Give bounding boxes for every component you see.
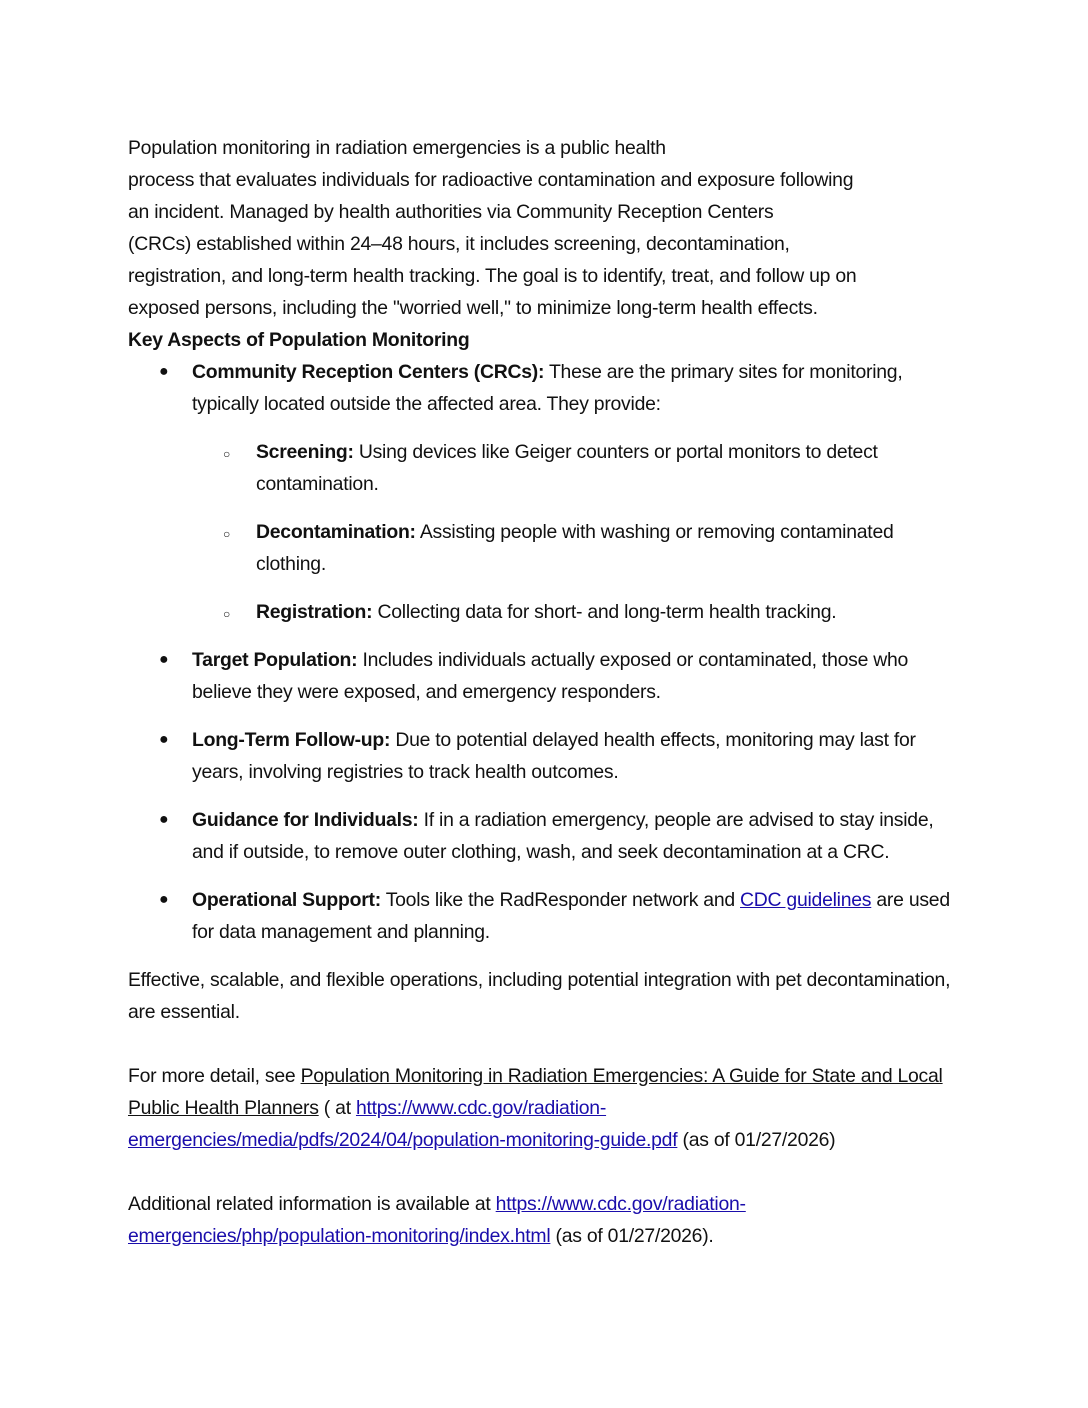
bullet-icon: ● bbox=[159, 811, 169, 828]
additional-info-paragraph bbox=[128, 1188, 968, 1252]
item-text: Using devices like Geiger counters or portal monitors to detect contamination. bbox=[256, 441, 878, 495]
section-heading: Key Aspects of Population Monitoring bbox=[128, 329, 470, 351]
item-text: Due to potential delayed health effects, monitoring may last for years, involving registries to track health outcomes. bbox=[192, 729, 916, 783]
more-detail-suffix: (as of 01/27/2026) bbox=[677, 1129, 836, 1151]
circle-bullet-icon: ○ bbox=[223, 447, 230, 461]
more-detail-prefix: For more detail, see bbox=[128, 1065, 301, 1087]
additional-prefix: Additional related information is available at bbox=[128, 1193, 496, 1215]
sub-list-item bbox=[192, 516, 968, 580]
item-text: Assisting people with washing or removing contaminated clothing. bbox=[256, 521, 894, 575]
guide-pdf-link[interactable]: https://www.cdc.gov/radiation-emergencies/media/pdfs/2024/04/population-monitoring-guide.pdf bbox=[128, 1097, 678, 1151]
population-monitoring-page-link[interactable]: https://www.cdc.gov/radiation-emergencies/php/population-monitoring/index.html bbox=[128, 1193, 746, 1247]
additional-suffix: (as of 01/27/2026). bbox=[550, 1225, 714, 1247]
more-detail-mid: ( at bbox=[318, 1097, 356, 1119]
circle-bullet-icon: ○ bbox=[223, 527, 230, 541]
bullet-icon: ● bbox=[159, 731, 169, 748]
intro-line: Population monitoring in radiation emergencies is a public health bbox=[128, 137, 666, 159]
bullet-icon: ● bbox=[159, 651, 169, 668]
item-text: Includes individuals actually exposed or contaminated, those who believe they were exposed, and emergency responders. bbox=[192, 649, 909, 703]
item-label: Community Reception Centers (CRCs): bbox=[192, 361, 545, 383]
item-label: Long-Term Follow-up: bbox=[192, 729, 391, 751]
key-aspects-list bbox=[128, 356, 968, 948]
list-item bbox=[128, 356, 968, 628]
list-item bbox=[128, 724, 968, 788]
item-text: Collecting data for short- and long-term health tracking. bbox=[372, 601, 837, 623]
more-detail-paragraph bbox=[128, 1060, 968, 1156]
cdc-guidelines-link[interactable]: CDC guidelines bbox=[740, 889, 872, 911]
item-label: Screening: bbox=[256, 441, 354, 463]
item-text: If in a radiation emergency, people are advised to stay inside, and if outside, to remove outer clothing, wash, and seek decontamination at a CRC. bbox=[192, 809, 934, 863]
item-text: These are the primary sites for monitoring, typically located outside the affected area. They provide: bbox=[192, 361, 903, 415]
item-label: Guidance for Individuals: bbox=[192, 809, 419, 831]
intro-line: registration, and long-term health tracking. The goal is to identify, treat, and follow up on bbox=[128, 265, 857, 287]
document-page bbox=[128, 132, 968, 1252]
intro-line: an incident. Managed by health authorities via Community Reception Centers bbox=[128, 201, 774, 223]
intro-line: (CRCs) established within 24–48 hours, it includes screening, decontamination, bbox=[128, 233, 790, 255]
sub-list-item bbox=[192, 596, 968, 628]
item-label: Target Population: bbox=[192, 649, 358, 671]
list-item bbox=[128, 644, 968, 708]
list-item bbox=[128, 884, 968, 948]
guide-title-link[interactable]: Population Monitoring in Radiation Emergencies: A Guide for State and Local Public Health Planners bbox=[128, 1065, 943, 1119]
list-item bbox=[128, 804, 968, 868]
item-text: Tools like the RadResponder network and bbox=[380, 889, 741, 911]
intro-paragraph bbox=[128, 132, 968, 324]
sub-list-item bbox=[192, 436, 968, 500]
intro-line: exposed persons, including the "worried well," to minimize long-term health effects. bbox=[128, 297, 818, 319]
sub-list bbox=[192, 436, 968, 628]
item-label: Operational Support: bbox=[192, 889, 381, 911]
bullet-icon: ● bbox=[159, 891, 169, 908]
bullet-icon: ● bbox=[159, 363, 169, 380]
item-label: Registration: bbox=[256, 601, 373, 623]
circle-bullet-icon: ○ bbox=[223, 607, 230, 621]
intro-line: process that evaluates individuals for radioactive contamination and exposure following bbox=[128, 169, 854, 191]
item-label: Decontamination: bbox=[256, 521, 416, 543]
item-text: are used for data management and planning. bbox=[192, 889, 950, 943]
closing-paragraph: Effective, scalable, and flexible operations, including potential integration with pet decontamination, are essential. bbox=[128, 969, 951, 1023]
